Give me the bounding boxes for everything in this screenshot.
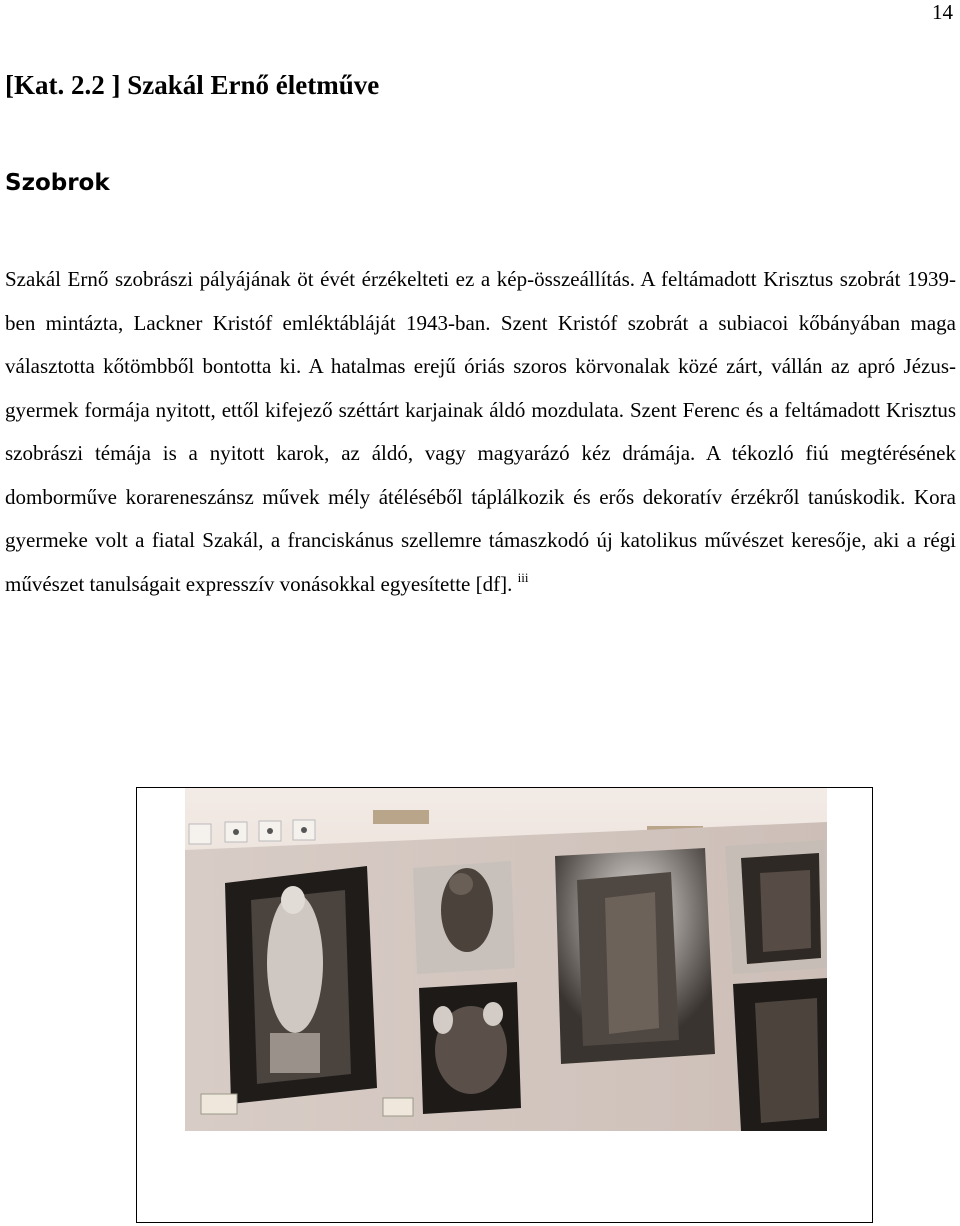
exhibition-photo-frame <box>136 787 873 1223</box>
paragraph-text: Szakál Ernő szobrászi pályájának öt évét érzékelteti ez a kép-összeállítás. A feltámadott Krisztus szobrát 1939-ben mintázta, Lackner Kristóf emléktábláját 1943-ban. Szent Kristóf szobrát a subiacoi kőbányában maga választotta kőtömbből bontotta ki. A hatalmas erejű óriás szoros körvonalak közé zárt, vállán az apró Jézus-gyermek formája nyitott, ettől kifejező széttárt karjainak áldó mozdulata. Szent Ferenc és a feltámadott Krisztus szobrászi témája is a nyitott karok, az áldó, vagy magyarázó kéz drámája. A tékozló fiú megtérésének domborműve korareneszánsz művek mély átéléséből táplálkozik és erős dekoratív érzékről tanúskodik. Kora gyermeke volt a fiatal Szakál, a franciskánus szellemre támaszkodó új katolikus művészet keresője, aki a régi művészet tanulságait expresszív vonásokkal egyesítette [df]. <box>5 267 956 596</box>
exhibition-photo-icon <box>185 788 827 1131</box>
document-heading: [Kat. 2.2 ] Szakál Ernő életműve <box>5 70 380 100</box>
body-paragraph <box>5 258 956 606</box>
section-title: Szobrok <box>5 170 110 196</box>
footnote-marker: iii <box>517 569 529 585</box>
page-number: 14 <box>932 0 953 24</box>
